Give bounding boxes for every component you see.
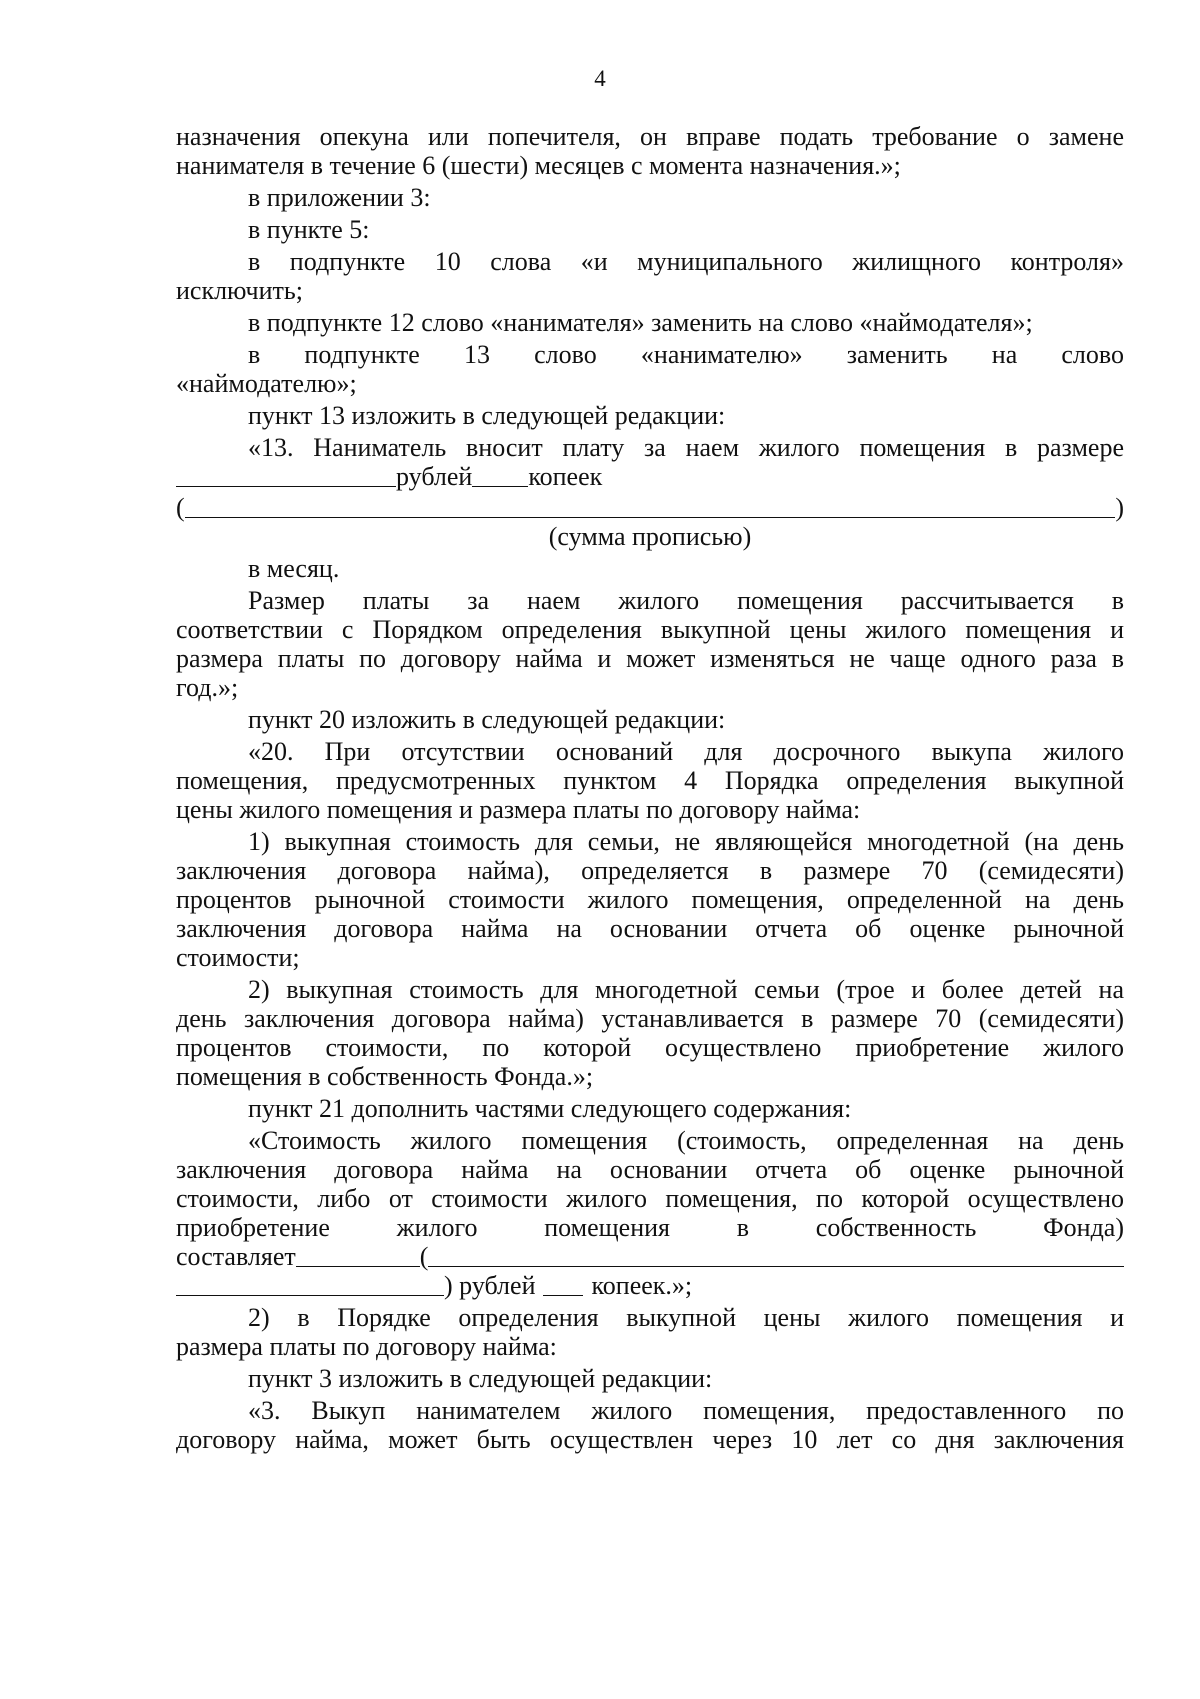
text-line: помещения, предусмотренных пунктом 4 Порядка определения выкупной bbox=[176, 766, 1124, 795]
text-line: в приложении 3: bbox=[248, 183, 431, 212]
text-line: приобретение жилого помещения в собственность Фонда) bbox=[176, 1213, 1124, 1242]
text-line: «13. Наниматель вносит плату за наем жилого помещения в размере bbox=[248, 433, 1124, 462]
text-line: «наймодателю»; bbox=[176, 369, 357, 398]
text-line: размера платы по договору найма: bbox=[176, 1332, 557, 1361]
text-line: день заключения договора найма) устанавливается в размере 70 (семидесяти) bbox=[176, 1004, 1124, 1033]
kopecks-blank bbox=[472, 464, 528, 487]
text-line: заключения договора найма на основании отчета об оценке рыночной bbox=[176, 914, 1124, 943]
text-line: «Стоимость жилого помещения (стоимость, определенная на день bbox=[248, 1126, 1124, 1155]
cost-rubles-label: ) рублей bbox=[444, 1271, 536, 1300]
text-line: Размер платы за наем жилого помещения рассчитывается в bbox=[248, 586, 1124, 615]
cost-blank-row bbox=[176, 1242, 1124, 1271]
page-number: 4 bbox=[594, 66, 606, 91]
rubles-label: рублей bbox=[396, 462, 473, 491]
text-line: стоимости, либо от стоимости жилого помещения, по которой осуществлено bbox=[176, 1184, 1124, 1213]
text-line: пункт 21 дополнить частями следующего содержания: bbox=[248, 1094, 852, 1123]
cost-label: составляет bbox=[176, 1242, 296, 1271]
text-line: договору найма, может быть осуществлен через 10 лет со дня заключения bbox=[176, 1425, 1124, 1454]
text-line: пункт 20 изложить в следующей редакции: bbox=[248, 705, 726, 734]
text-line: процентов рыночной стоимости жилого помещения, определенной на день bbox=[176, 885, 1124, 914]
amount-words-caption: (сумма прописью) bbox=[548, 522, 752, 551]
amount-words-row bbox=[176, 493, 1124, 522]
amount-blank-row bbox=[176, 462, 1124, 491]
text-line: стоимости; bbox=[176, 943, 300, 972]
kopecks-label: копеек bbox=[528, 462, 603, 491]
text-line: размера платы по договору найма и может изменяться не чаще одного раза в bbox=[176, 644, 1124, 673]
text-line: в пункте 5: bbox=[248, 215, 370, 244]
text-line: пункт 13 изложить в следующей редакции: bbox=[248, 401, 726, 430]
text-line: 2) в Порядке определения выкупной цены жилого помещения и bbox=[248, 1303, 1124, 1332]
open-paren: ( bbox=[176, 493, 185, 522]
text-line: «20. При отсутствии оснований для досрочного выкупа жилого bbox=[248, 737, 1124, 766]
text-line: заключения договора найма), определяется в размере 70 (семидесяти) bbox=[176, 856, 1124, 885]
text-line: 1) выкупная стоимость для семьи, не являющейся многодетной (на день bbox=[248, 827, 1124, 856]
text-line: в подпункте 13 слово «нанимателю» заменить на слово bbox=[248, 340, 1124, 369]
text-line: цены жилого помещения и размера платы по договору найма: bbox=[176, 795, 861, 824]
cost-kopecks-blank bbox=[543, 1273, 583, 1296]
cost-open-paren: ( bbox=[419, 1242, 429, 1271]
text-line: процентов стоимости, по которой осуществлено приобретение жилого bbox=[176, 1033, 1124, 1062]
cost-words-blank-cont bbox=[176, 1273, 444, 1296]
text-line: «3. Выкуп нанимателем жилого помещения, предоставленного по bbox=[248, 1396, 1124, 1425]
text-line: в подпункте 12 слово «нанимателя» заменить на слово «наймодателя»; bbox=[248, 308, 1033, 337]
text-line: соответствии с Порядком определения выкупной цены жилого помещения и bbox=[176, 615, 1124, 644]
text-line: пункт 3 изложить в следующей редакции: bbox=[248, 1364, 713, 1393]
amount-words-blank bbox=[185, 495, 1116, 518]
cost-kopecks-label: копеек.»; bbox=[591, 1271, 693, 1300]
cost-number-blank bbox=[296, 1244, 420, 1267]
text-line: 2) выкупная стоимость для многодетной семьи (трое и более детей на bbox=[248, 975, 1124, 1004]
text-line: помещения в собственность Фонда.»; bbox=[176, 1062, 594, 1091]
text-line: нанимателя в течение 6 (шести) месяцев с момента назначения.»; bbox=[176, 151, 901, 180]
text-line: год.»; bbox=[176, 673, 239, 702]
cost-words-blank bbox=[428, 1244, 1124, 1267]
document-body bbox=[176, 122, 1124, 1454]
text-line: назначения опекуна или попечителя, он вправе подать требование о замене bbox=[176, 122, 1124, 151]
text-line: исключить; bbox=[176, 276, 303, 305]
cost-words-row bbox=[176, 1271, 1124, 1300]
text-line: в подпункте 10 слова «и муниципального жилищного контроля» bbox=[248, 247, 1124, 276]
text-line: заключения договора найма на основании отчета об оценке рыночной bbox=[176, 1155, 1124, 1184]
rubles-blank bbox=[176, 464, 396, 487]
close-paren: ) bbox=[1115, 493, 1124, 522]
text-line: в месяц. bbox=[248, 554, 340, 583]
